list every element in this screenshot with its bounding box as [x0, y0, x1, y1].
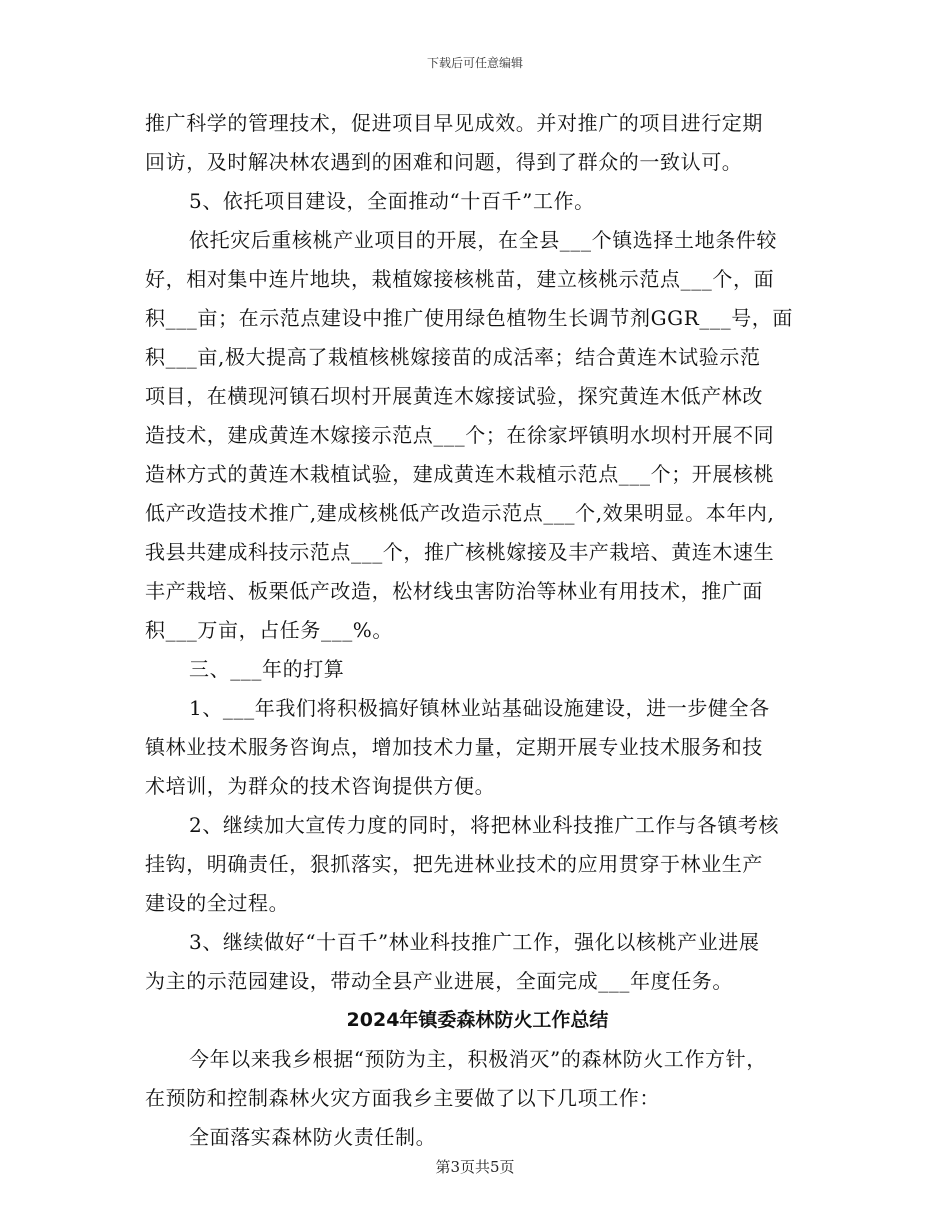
- paragraph-line: 术培训，为群众的技术咨询提供方便。: [145, 774, 496, 798]
- paragraph-line: 积___亩；在示范点建设中推广使用绿色植物生长调节剂GGR___号，面: [145, 306, 794, 330]
- paragraph-line: 好，相对集中连片地块，栽植嫁接核桃苗，建立核桃示范点___个，面: [145, 267, 775, 291]
- paragraph-line: 5、依托项目建设，全面推动“十百千”工作。: [189, 189, 595, 213]
- paragraph-line: 全面落实森林防火责任制。: [189, 1125, 437, 1149]
- paragraph-line: 积___万亩，占任务___%。: [145, 618, 394, 642]
- paragraph-line: 3、继续做好“十百千”林业科技推广工作，强化以核桃产业进展: [189, 930, 760, 954]
- paragraph-line: 在预防和控制森林火灾方面我乡主要做了以下几项工作：: [145, 1086, 660, 1110]
- paragraph-line: 今年以来我乡根据“预防为主，积极消灭”的森林防火工作方针，: [189, 1047, 767, 1071]
- paragraph-line: 造林方式的黄连木栽植试验，建成黄连木栽植示范点___个；开展核桃: [145, 462, 775, 486]
- paragraph-line: 我县共建成科技示范点___个，推广核桃嫁接及丰产栽培、黄连木速生: [145, 540, 775, 564]
- paragraph-line: 造技术，建成黄连木嫁接示范点___个；在徐家坪镇明水坝村开展不同: [145, 423, 775, 447]
- document-body: [145, 104, 810, 1157]
- paragraph-line: 建设的全过程。: [145, 891, 290, 915]
- page-number: 第3页共5页: [435, 1158, 515, 1176]
- paragraph-line: 积___亩,极大提高了栽植核桃嫁接苗的成活率；结合黄连木试验示范: [145, 345, 761, 369]
- paragraph-line: 为主的示范园建设，带动全县产业进展，全面完成___年度任务。: [145, 969, 733, 993]
- paragraph-line: 推广科学的管理技术，促进项目早见成效。并对推广的项目进行定期: [145, 111, 763, 135]
- paragraph-line: 2、继续加大宣传力度的同时，将把林业科技推广工作与各镇考核: [189, 813, 780, 837]
- paragraph-line: 低产改造技术推广,建成核桃低产改造示范点___个,效果明显。本年内,: [145, 501, 775, 525]
- section-heading: 三、___年的打算: [189, 657, 345, 681]
- paragraph-line: 挂钩，明确责任，狠抓落实，把先进林业技术的应用贯穿于林业生产: [145, 852, 763, 876]
- paragraph-line: 回访，及时解决林农遇到的困难和问题，得到了群众的一致认可。: [145, 150, 743, 174]
- paragraph-line: 1、___年我们将积极搞好镇林业站基础设施建设，进一步健全各: [189, 696, 770, 720]
- paragraph-line: 镇林业技术服务咨询点，增加技术力量，定期开展专业技术服务和技: [145, 735, 763, 759]
- paragraph-line: 项目，在横现河镇石坝村开展黄连木嫁接试验，探究黄连木低产林改: [145, 384, 763, 408]
- document-title: 2024年镇委森林防火工作总结: [346, 1009, 609, 1031]
- paragraph-line: 丰产栽培、板栗低产改造，松材线虫害防治等林业有用技术，推广面: [145, 579, 763, 603]
- page-header: 下载后可任意编辑: [426, 56, 523, 70]
- paragraph-line: 依托灾后重核桃产业项目的开展，在全县___个镇选择土地条件较: [189, 228, 777, 252]
